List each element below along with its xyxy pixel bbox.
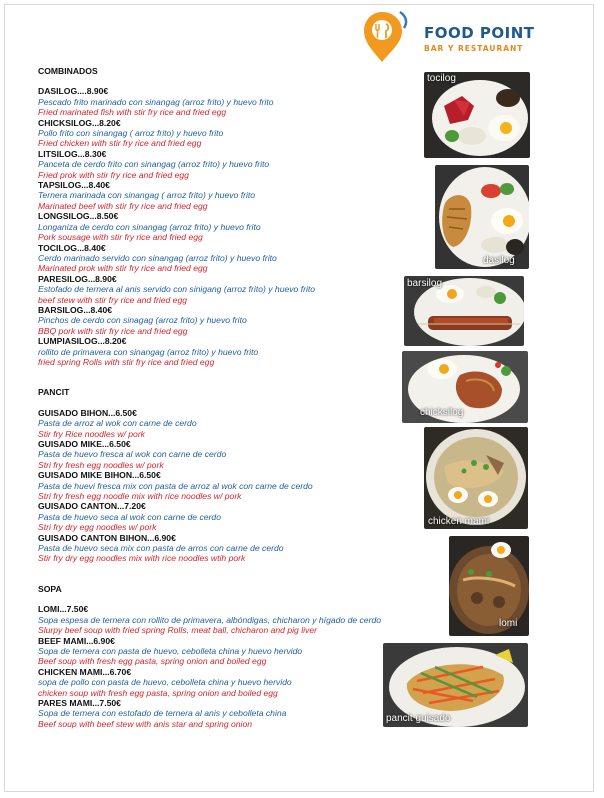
item-title: CHICKSILOG...8.20€ [38, 117, 121, 128]
menu-item [38, 336, 438, 367]
item-title: GUISADO MIKE...6.50€ [38, 439, 131, 449]
photo-label: chicken mami [428, 516, 490, 527]
menu-item [38, 180, 438, 211]
item-description-en: Beef soup with beef stew with anis star and spring onion [38, 718, 253, 729]
item-description-en: chicken soup with fresh egg pasta, spring onion and boiled egg [38, 687, 278, 698]
item-description-en: Stir fry Rice noodles w/ pork [38, 428, 145, 439]
item-title: GUISADO BIHON...6.50€ [38, 407, 137, 418]
section-title-sopa: SOPA [38, 583, 62, 594]
item-description-en: Fried chicken with stir fry rice and fried egg [38, 138, 202, 149]
brand-name: FOOD POINT [424, 24, 535, 42]
photo-label: barsilog [407, 278, 443, 289]
item-description-en: Marinated prok with stir fry rice and fried egg [38, 263, 208, 274]
menu-item [38, 501, 438, 532]
item-description-en: Stri fry fresh egg noodles w/ pork [38, 459, 164, 470]
item-title: LOMI...7.50€ [38, 604, 89, 615]
item-description-en: fried spring Rolls with stir fry rice and fried egg [38, 356, 215, 367]
menu-item [38, 211, 438, 242]
section-title-combinados: COMBINADOS [38, 66, 98, 76]
item-description-es: Cerdo marinado servido con sinangag (arroz frito) y huevo frito [38, 252, 277, 263]
item-description-es: rollito de primavera con sinangag (arroz frito) y huevo frito [38, 346, 259, 357]
food-photo-barsilog [404, 276, 524, 346]
menu-item [38, 667, 438, 698]
item-title: LONGSILOG...8.50€ [38, 211, 119, 222]
item-description-es: Estofado de ternera al anis servido con sinigang (arroz frito) y huevo frito [38, 284, 316, 295]
item-description-es: Pasta de huevi fresca mix con pasta de arroz al wok con carne de cerdo [38, 480, 313, 491]
food-photo-lomi [449, 536, 529, 636]
item-description-en: BBQ pork with stir fry rice and fried egg [38, 325, 188, 336]
item-title: LUMPIASILOG...8.20€ [38, 336, 127, 347]
item-description-en: Pork sousage with stir fry rice and fried egg [38, 232, 203, 243]
menu-item [38, 439, 438, 470]
menu-list [38, 64, 438, 729]
item-description-en: Fried prok with stir fry rice and fried egg [38, 169, 189, 180]
item-description-en: Marinated beef with stir fry rice and fried egg [38, 200, 208, 211]
item-description-es: Sopa de ternera con estofado de ternera al anis y cebolleta china [38, 708, 287, 719]
item-title: GUISADO MIKE BIHON...6.50€ [38, 470, 161, 481]
item-description-en: Beef soup with fresh egg pasta, spring onion and boiled egg [38, 656, 267, 667]
item-description-es: Longaniza de cerdo con sinangag (arroz frito) y huevo frito [38, 221, 261, 232]
item-description-es: Ternera marinada con sinangag ( arroz frito) y huevo frito [38, 190, 256, 201]
menu-item [38, 305, 438, 336]
item-description-en: Stri fry dry egg noodles w/ pork [38, 522, 157, 533]
item-description-es: Pasta de arroz al wok con carne de cerdo [38, 418, 197, 429]
photo-label: chicksilog [420, 407, 464, 418]
item-title: DASILOG....8.90€ [38, 86, 109, 97]
section-title-pancit: PANCIT [38, 387, 70, 398]
item-description-en: Slurpy beef soup with fried spring Rolls, meat ball, chicharon and pig liver [38, 625, 317, 636]
item-title: PARESILOG...8.90€ [38, 273, 117, 284]
item-description-en: Stir fry dry egg noodles mix with rice noodles wtih pork [38, 553, 246, 564]
food-photo-pancit-guisado [383, 643, 528, 727]
photo-label: tocilog [427, 73, 456, 84]
photo-label: dasilog [483, 255, 515, 266]
menu-item [38, 636, 438, 667]
menu-item [38, 470, 438, 501]
item-description-es: Pinchos de cerdo con sinagag (arroz frito) y huevo frito [38, 315, 247, 326]
item-title: BARSILOG...8.40€ [38, 304, 113, 315]
item-title: GUISADO CANTON BIHON...6.90€ [38, 532, 176, 543]
photo-label: pancit guisado [386, 713, 451, 724]
menu-item [38, 86, 438, 117]
menu-item [38, 533, 438, 564]
item-title: GUISADO CANTON...7.20€ [38, 501, 146, 512]
item-title: TOCILOG...8.40€ [38, 242, 106, 253]
item-description-es: Panceta de cerdo frito con sinangag (arroz frito) y huevo frito [38, 159, 270, 170]
item-description-es: Pescado frito marinado con sinangag (arroz frito) y huevo frito [38, 96, 274, 107]
menu-item [38, 149, 438, 180]
item-title: CHICKEN MAMI...6.70€ [38, 666, 132, 677]
food-photo-chicken-mami [424, 427, 528, 529]
item-description-es: Pollo frito con sinangag ( arroz frito) y huevo frito [38, 128, 224, 139]
item-description-en: Stri fry fresh egg noodle mix with rice noodles w/ pork [38, 491, 242, 502]
menu-item [38, 408, 438, 439]
item-title: TAPSILOG...8.40€ [38, 180, 110, 191]
item-title: LITSILOG...8.30€ [38, 148, 107, 159]
menu-item [38, 604, 438, 635]
item-description-es: Sopa espesa de ternera con rollito de primavera, albóndigas, chicharon y hígado de cerdo [38, 614, 382, 625]
photo-label: lomi [499, 618, 518, 629]
location-pin-icon [360, 8, 412, 64]
food-photo-chicksilog [402, 351, 528, 423]
food-photo-tocilog [424, 72, 530, 158]
item-title: BEEF MAMI...6.90€ [38, 635, 115, 646]
menu-item [38, 118, 438, 149]
menu-item [38, 274, 438, 305]
brand-tagline: BAR Y RESTAURANT [424, 44, 524, 53]
item-description-en: Fried marinated fish with stir fry rice and fried egg [38, 107, 227, 118]
item-description-es: Pasta de huevo seca mix con pasta de arros con carne de cerdo [38, 543, 284, 554]
menu-item [38, 243, 438, 274]
food-photo-dasilog [435, 165, 529, 269]
item-description-es: Sopa de ternera con pasta de huevo, cebolleta china y huevo hervido [38, 645, 303, 656]
item-description-es: sopa de pollo con pasta de huevo, cebolleta china y huevo hervido [38, 677, 292, 688]
menu-item [38, 698, 438, 729]
item-description-es: Pasta de huevo fresca al wok con carne de cerdo [38, 449, 227, 460]
brand-logo [360, 8, 560, 66]
item-description-en: beef stew with stir fry rice and fried egg [38, 294, 188, 305]
item-title: PARES MAMI...7.50€ [38, 697, 121, 708]
item-description-es: Pasta de huevo seca al wok con carne de cerdo [38, 511, 221, 522]
